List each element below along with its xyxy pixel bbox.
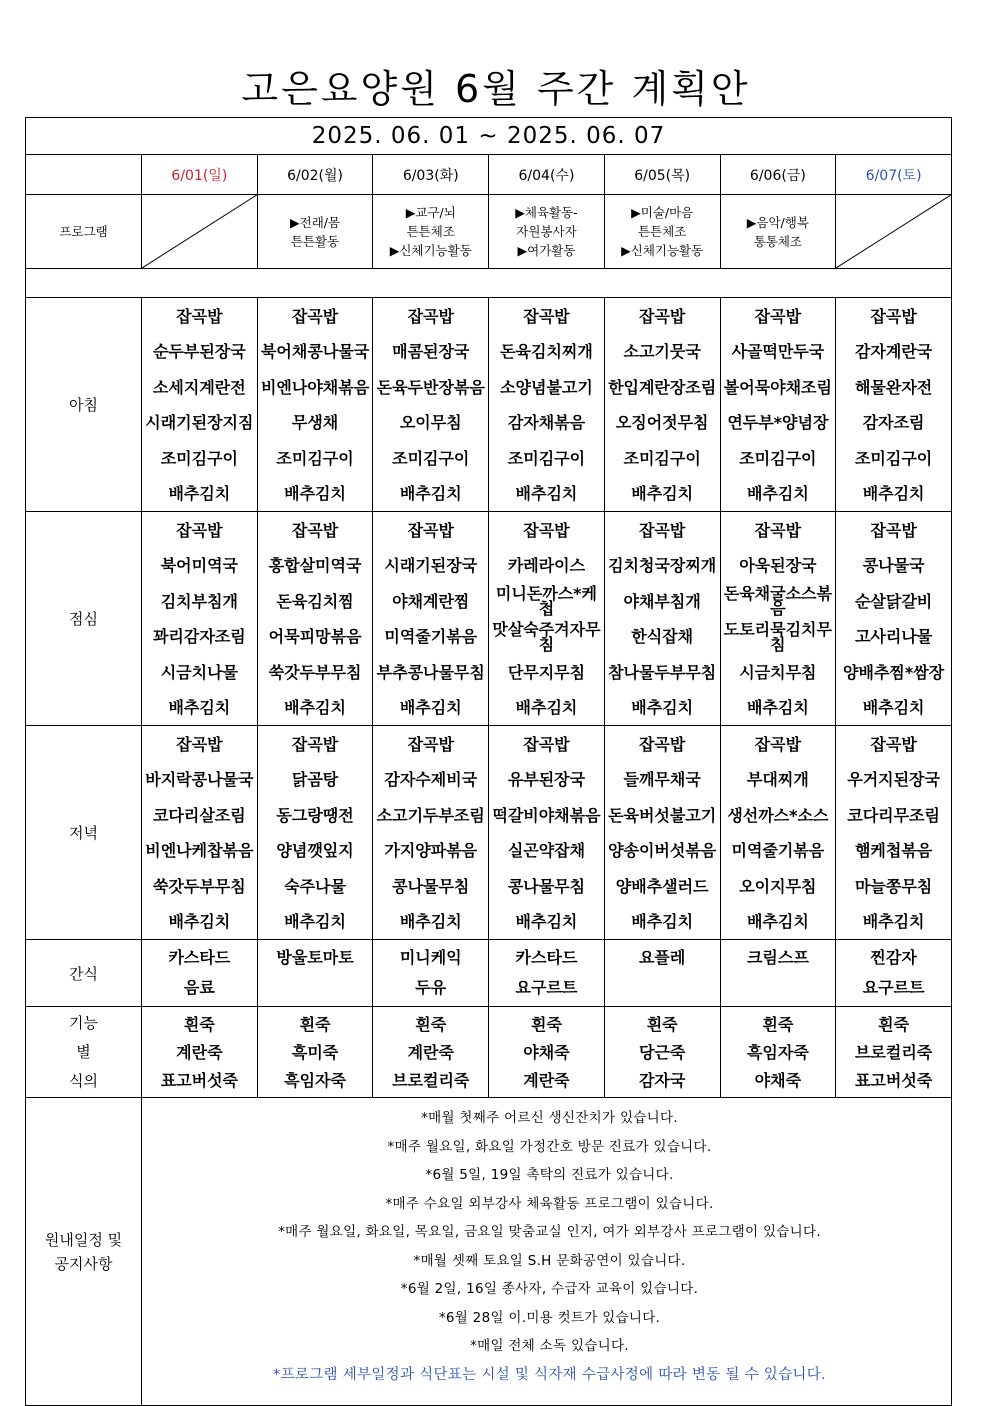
label-line: 공지사항 xyxy=(54,1254,113,1273)
functional-diet-cell-thu xyxy=(604,1007,720,1098)
menu-item: 흑미죽 xyxy=(291,1042,339,1062)
spacer-cell xyxy=(26,269,952,298)
menu-item: 양배추찜*쌈장 xyxy=(843,662,945,682)
menu-item: 미역줄기볶음 xyxy=(384,627,478,647)
program-line: 통통체조 xyxy=(753,233,803,249)
date-range: 2025. 06. 01 ~ 2025. 06. 07 xyxy=(26,118,952,155)
menu-item: 배추김치 xyxy=(862,484,925,504)
menu-item: 카레라이스 xyxy=(507,556,586,576)
menu-item: 잡곡밥 xyxy=(523,734,570,754)
notice-row xyxy=(26,1098,952,1406)
menu-item: 마늘쫑무침 xyxy=(854,876,933,896)
snack-row xyxy=(26,940,952,1007)
menu-item: 실곤약잡채 xyxy=(507,841,586,861)
dinner-row xyxy=(26,726,952,940)
menu-list xyxy=(258,298,373,511)
menu-item: 콩나물국 xyxy=(862,556,925,576)
menu-list xyxy=(836,512,951,725)
lunch-cell-sun xyxy=(142,512,258,726)
menu-item: 쑥갓두부무침 xyxy=(152,876,246,896)
program-line: ▶신체기능활동 xyxy=(389,243,472,258)
menu-item: 흰죽 xyxy=(878,1014,910,1034)
menu-item: 유부된장국 xyxy=(507,770,586,790)
notice-item: *매주 수요일 외부강사 체육활동 프로그램이 있습니다. xyxy=(385,1195,714,1212)
menu-item: 감자수제비국 xyxy=(384,770,478,790)
menu-item: 야채죽 xyxy=(754,1070,802,1090)
menu-item: 소고기두부조림 xyxy=(376,805,485,825)
menu-item: 카스타드 xyxy=(515,947,578,967)
menu-item: 방울토마토 xyxy=(276,947,354,967)
menu-item: 야채부침개 xyxy=(623,591,701,611)
menu-item: 잡곡밥 xyxy=(638,520,686,540)
menu-item: 표고버섯죽 xyxy=(160,1070,238,1090)
day-header-tue: 6/03(화) xyxy=(373,155,489,195)
snack-cell-sat xyxy=(836,940,952,1007)
menu-item: 북어미역국 xyxy=(160,556,238,576)
menu-item: 잡곡밥 xyxy=(176,520,223,540)
menu-item: 조미김구이 xyxy=(276,448,354,468)
menu-item: 비엔나야채볶음 xyxy=(260,377,370,397)
menu-item: 미니케익 xyxy=(399,947,462,967)
menu-item: 잡곡밥 xyxy=(176,306,223,326)
notice-label xyxy=(26,1098,142,1406)
menu-item: 배추김치 xyxy=(862,912,925,932)
menu-list xyxy=(721,940,836,1006)
menu-item: 조미김구이 xyxy=(854,448,933,468)
menu-item: 조미김구이 xyxy=(623,448,701,468)
program-cell-wed xyxy=(489,195,605,269)
menu-item: 홍합살미역국 xyxy=(268,556,362,576)
day-header-wed: 6/04(수) xyxy=(489,155,605,195)
menu-item: 순두부된장국 xyxy=(152,342,246,362)
menu-item: 생선까스*소스 xyxy=(727,805,829,825)
menu-item: 크림스프 xyxy=(746,947,809,967)
breakfast-cell-fri xyxy=(720,298,836,512)
menu-item: 부대찌개 xyxy=(746,770,809,790)
program-cell-fri xyxy=(720,195,836,269)
menu-item: 소고기뭇국 xyxy=(623,342,701,362)
menu-item: 돈육버섯불고기 xyxy=(608,805,717,825)
page-title: 고은요양원 6월 주간 계획안 xyxy=(241,67,751,111)
menu-item: 감자채볶음 xyxy=(507,413,586,433)
diagonal-slash xyxy=(142,195,257,268)
menu-list xyxy=(721,1007,836,1097)
program-line: 튼튼체조 xyxy=(638,224,687,239)
menu-item: 음료 xyxy=(183,977,215,997)
menu-item: 순살닭갈비 xyxy=(854,591,933,611)
menu-list xyxy=(721,298,836,511)
menu-item: 표고버섯죽 xyxy=(854,1070,933,1090)
menu-list xyxy=(142,1007,257,1097)
menu-list xyxy=(489,940,604,1006)
day-header-thu: 6/05(목) xyxy=(604,155,720,195)
notice-item: *6월 2일, 16일 종사자, 수급자 교육이 있습니다. xyxy=(400,1281,699,1297)
menu-item: 콩나물무침 xyxy=(392,876,470,896)
menu-item: 한입계란장조림 xyxy=(608,377,717,397)
menu-item: 계란죽 xyxy=(523,1070,570,1090)
menu-item: 소양념불고기 xyxy=(500,377,593,397)
functional-diet-cell-sat xyxy=(836,1007,952,1098)
menu-item: 우거지된장국 xyxy=(847,770,940,790)
menu-item: 잡곡밥 xyxy=(407,734,454,754)
menu-item: 소세지계란전 xyxy=(152,377,246,397)
day-header-sun: 6/01(일) xyxy=(142,155,258,195)
menu-list xyxy=(142,726,257,939)
menu-item: 잡곡밥 xyxy=(870,520,917,540)
breakfast-label: 아침 xyxy=(26,298,142,512)
menu-item: 배추김치 xyxy=(515,484,578,504)
menu-list xyxy=(142,512,257,725)
menu-list xyxy=(605,512,720,725)
menu-item: 당근죽 xyxy=(638,1042,686,1062)
menu-item: 해물완자전 xyxy=(854,377,933,397)
menu-item: 시래기된장지짐 xyxy=(145,413,254,433)
menu-item: 조미김구이 xyxy=(160,448,238,468)
menu-item: 찐감자 xyxy=(870,947,917,967)
menu-item: 한식잡채 xyxy=(631,627,694,647)
menu-item: 배추김치 xyxy=(631,912,694,932)
notice-item: *매월 셋째 토요일 S.H 문화공연이 있습니다. xyxy=(413,1252,686,1269)
menu-item: 두유 xyxy=(415,977,447,997)
menu-item: 잡곡밥 xyxy=(291,734,339,754)
menu-item: 흰죽 xyxy=(299,1014,331,1034)
functional-diet-cell-mon xyxy=(257,1007,373,1098)
functional-diet-cell-sun xyxy=(142,1007,258,1098)
menu-item: 배추김치 xyxy=(862,698,925,718)
menu-item: 참나물두부무침 xyxy=(608,662,717,682)
menu-list xyxy=(373,726,488,939)
menu-item: 야채계란찜 xyxy=(392,591,470,611)
menu-item: 배추김치 xyxy=(284,698,346,718)
program-line: 튼튼활동 xyxy=(290,233,340,249)
menu-item: 잡곡밥 xyxy=(638,734,686,754)
snack-cell-fri xyxy=(720,940,836,1007)
notice-item: *매주 월요일, 화요일 가정간호 방문 진료가 있습니다. xyxy=(387,1138,712,1155)
day-header-row xyxy=(26,155,952,195)
dinner-label: 저녁 xyxy=(26,726,142,940)
program-cell-sun xyxy=(142,195,258,269)
menu-list xyxy=(605,298,720,511)
breakfast-row xyxy=(26,298,952,512)
menu-item: 흰죽 xyxy=(762,1014,794,1034)
menu-item: 잡곡밥 xyxy=(407,306,454,326)
menu-item: 잡곡밥 xyxy=(523,520,570,540)
menu-item: 조미김구이 xyxy=(507,448,586,468)
program-line: ▶체육활동- xyxy=(515,205,578,220)
dinner-cell-wed xyxy=(489,726,605,940)
program-line: 자원봉사자 xyxy=(516,224,577,239)
notice-item: *매월 첫째주 어르신 생신잔치가 있습니다. xyxy=(421,1110,678,1126)
menu-item: 브로컬리죽 xyxy=(854,1042,933,1062)
menu-item: 잡곡밥 xyxy=(176,734,223,754)
program-line: ▶미술/마음 xyxy=(631,205,694,220)
menu-item: 숙주나물 xyxy=(284,876,346,896)
menu-item: 흰죽 xyxy=(531,1014,562,1034)
menu-item: 잡곡밥 xyxy=(291,306,339,326)
menu-item: 계란죽 xyxy=(176,1042,223,1062)
diagonal-slash xyxy=(836,195,951,268)
menu-item: 잡곡밥 xyxy=(870,734,917,754)
menu-list xyxy=(373,1007,488,1097)
menu-list xyxy=(373,940,488,1006)
menu-item: 조미김구이 xyxy=(392,448,470,468)
menu-list xyxy=(836,726,951,939)
functional-diet-cell-fri xyxy=(720,1007,836,1098)
corner-cell xyxy=(26,155,142,195)
menu-item: 배추김치 xyxy=(515,912,578,932)
menu-item: 오이무침 xyxy=(399,413,462,433)
lunch-cell-wed xyxy=(489,512,605,726)
menu-list xyxy=(605,726,720,939)
menu-item: 비엔나케찹볶음 xyxy=(145,841,254,861)
menu-item: 양배추샐러드 xyxy=(615,876,709,896)
menu-list xyxy=(489,298,604,511)
menu-list xyxy=(142,940,257,1006)
menu-item: 시금치무침 xyxy=(739,662,817,682)
lunch-label: 점심 xyxy=(26,512,142,726)
menu-item: 배추김치 xyxy=(399,912,462,932)
menu-item: 배추김치 xyxy=(515,698,578,718)
lunch-cell-thu xyxy=(604,512,720,726)
menu-item: 부추콩나물무침 xyxy=(376,662,485,682)
snack-cell-sun xyxy=(142,940,258,1007)
menu-item: 배추김치 xyxy=(284,912,346,932)
menu-list xyxy=(489,1007,604,1097)
label-line: 식의 xyxy=(69,1071,98,1090)
program-cell-thu xyxy=(604,195,720,269)
menu-list xyxy=(258,1007,373,1097)
functional-diet-cell-tue xyxy=(373,1007,489,1098)
menu-item: 돈육김치찜 xyxy=(276,591,354,611)
menu-item: 계란죽 xyxy=(407,1042,454,1062)
menu-item: 가지양파볶음 xyxy=(384,841,478,861)
breakfast-cell-tue xyxy=(373,298,489,512)
menu-item: 잡곡밥 xyxy=(523,306,570,326)
notice-item: *6월 5일, 19일 촉탁의 진료가 있습니다. xyxy=(425,1167,674,1183)
lunch-cell-mon xyxy=(257,512,373,726)
notice-item: *매일 전체 소독 있습니다. xyxy=(470,1338,629,1354)
menu-item: 떡갈비야채볶음 xyxy=(492,805,601,825)
day-header-fri: 6/06(금) xyxy=(720,155,836,195)
dinner-cell-sun xyxy=(142,726,258,940)
program-row xyxy=(26,195,952,269)
menu-item: 배추김치 xyxy=(746,698,809,718)
menu-item: 양념깻잎지 xyxy=(276,841,354,861)
menu-item: 동그랑땡전 xyxy=(276,805,354,825)
program-line: 튼튼체조 xyxy=(406,224,455,239)
snack-cell-mon xyxy=(257,940,373,1007)
menu-list xyxy=(258,940,373,1006)
program-label: 프로그램 xyxy=(26,195,142,269)
menu-item: 아욱된장국 xyxy=(739,556,817,576)
day-header-mon: 6/02(월) xyxy=(257,155,373,195)
menu-item: 고사리나물 xyxy=(854,627,933,647)
lunch-cell-fri xyxy=(720,512,836,726)
menu-item: 배추김치 xyxy=(399,698,462,718)
dinner-cell-fri xyxy=(720,726,836,940)
menu-item: 시금치나물 xyxy=(160,662,238,682)
functional-diet-cell-wed xyxy=(489,1007,605,1098)
menu-item: 북어채콩나물국 xyxy=(260,342,370,362)
menu-item: 오이지무침 xyxy=(739,876,817,896)
menu-item: 맛살숙주겨자무침 xyxy=(492,619,601,654)
menu-item: 쑥갓두부무침 xyxy=(268,662,362,682)
menu-item: 들깨무채국 xyxy=(623,770,701,790)
menu-item: 잡곡밥 xyxy=(754,734,802,754)
program-cell-sat xyxy=(836,195,952,269)
snack-label: 간식 xyxy=(26,940,142,1007)
breakfast-cell-wed xyxy=(489,298,605,512)
menu-item: 흰죽 xyxy=(646,1014,678,1034)
label-line: 기능 xyxy=(69,1013,98,1032)
menu-list xyxy=(142,298,257,511)
program-line: ▶여가활동 xyxy=(517,243,576,258)
menu-item: 닭곰탕 xyxy=(291,770,339,790)
dinner-cell-sat xyxy=(836,726,952,940)
snack-cell-thu xyxy=(604,940,720,1007)
menu-item: 요플레 xyxy=(638,947,686,967)
menu-item: 흰죽 xyxy=(415,1014,447,1034)
snack-cell-wed xyxy=(489,940,605,1007)
menu-item: 돈육두반장볶음 xyxy=(376,377,485,397)
breakfast-cell-mon xyxy=(257,298,373,512)
menu-list xyxy=(489,726,604,939)
menu-list xyxy=(373,298,488,511)
menu-item: 꽈리감자조림 xyxy=(152,627,246,647)
menu-item: 바지락콩나물국 xyxy=(145,770,254,790)
menu-item: 미역줄기볶음 xyxy=(731,841,825,861)
menu-list xyxy=(721,726,836,939)
functional-diet-row xyxy=(26,1007,952,1098)
lunch-cell-sat xyxy=(836,512,952,726)
menu-item: 돈육채굴소스볶음 xyxy=(723,584,832,619)
day-header-sat: 6/07(토) xyxy=(836,155,952,195)
menu-item: 감자국 xyxy=(638,1070,686,1090)
menu-item: 감자조림 xyxy=(862,413,925,433)
lunch-row xyxy=(26,512,952,726)
menu-item: 잡곡밥 xyxy=(754,520,802,540)
menu-item: 돈육김치찌개 xyxy=(500,342,593,362)
menu-item: 조미김구이 xyxy=(739,448,817,468)
program-line: ▶음악/행복 xyxy=(746,214,809,230)
notice-list xyxy=(142,1098,952,1406)
menu-item: 단무지무침 xyxy=(507,662,586,682)
program-cell-tue xyxy=(373,195,489,269)
menu-item: 흑임자죽 xyxy=(284,1070,346,1090)
menu-item: 흑임자죽 xyxy=(746,1042,809,1062)
menu-item: 코다리무조림 xyxy=(847,805,940,825)
notice-item: *매주 월요일, 화요일, 목요일, 금요일 맞춤교실 인지, 여가 외부강사 프로그램이 있습니다. xyxy=(278,1224,821,1240)
menu-item: 어묵피망볶음 xyxy=(268,627,362,647)
menu-item: 배추김치 xyxy=(631,698,694,718)
snack-cell-tue xyxy=(373,940,489,1007)
menu-item: 감자계란국 xyxy=(854,342,933,362)
label-line: 별 xyxy=(76,1042,91,1061)
menu-list xyxy=(721,512,836,725)
menu-item: 잡곡밥 xyxy=(638,306,686,326)
menu-item: 배추김치 xyxy=(168,484,231,504)
menu-item: 김치청국장찌개 xyxy=(608,556,717,576)
menu-item: 무생채 xyxy=(291,413,339,433)
program-cell-mon xyxy=(257,195,373,269)
menu-item: 시래기된장국 xyxy=(384,556,478,576)
menu-item: 오징어젓무침 xyxy=(615,413,709,433)
menu-item: 배추김치 xyxy=(284,484,346,504)
menu-list xyxy=(489,512,604,725)
menu-item: 햄케첩볶음 xyxy=(854,841,933,861)
notice-item: *6월 28일 이.미용 컷트가 있습니다. xyxy=(438,1309,661,1326)
menu-item: 배추김치 xyxy=(168,698,231,718)
menu-item: 미니돈까스*케첩 xyxy=(495,584,598,619)
dinner-cell-mon xyxy=(257,726,373,940)
menu-item: 사골떡만두국 xyxy=(731,342,825,362)
spacer-row xyxy=(26,269,952,298)
dinner-cell-tue xyxy=(373,726,489,940)
menu-item: 배추김치 xyxy=(631,484,694,504)
menu-list xyxy=(258,512,373,725)
menu-item: 야채죽 xyxy=(523,1042,570,1062)
menu-item: 배추김치 xyxy=(746,484,809,504)
menu-item: 김치부침개 xyxy=(160,591,238,611)
weekly-plan-table xyxy=(25,117,952,1406)
menu-item: 양송이버섯볶음 xyxy=(608,841,717,861)
menu-list xyxy=(258,726,373,939)
menu-list xyxy=(836,1007,951,1097)
breakfast-cell-sun xyxy=(142,298,258,512)
menu-list xyxy=(836,940,951,1006)
menu-item: 요구르트 xyxy=(862,977,925,997)
menu-item: 콩나물무침 xyxy=(507,876,586,896)
menu-item: 볼어묵야채조림 xyxy=(723,377,832,397)
menu-item: 연두부*양념장 xyxy=(727,413,829,433)
menu-list xyxy=(605,1007,720,1097)
menu-item: 배추김치 xyxy=(168,912,231,932)
menu-item: 흰죽 xyxy=(183,1014,215,1034)
dinner-cell-thu xyxy=(604,726,720,940)
menu-item: 배추김치 xyxy=(746,912,809,932)
notice-highlight: *프로그램 세부일정과 식단표는 시설 및 식자재 수급사정에 따라 변동 될 수 있습니다. xyxy=(273,1366,826,1383)
menu-item: 잡곡밥 xyxy=(870,306,917,326)
menu-item: 매콤된장국 xyxy=(392,342,470,362)
menu-list xyxy=(836,298,951,511)
menu-item: 코다리살조림 xyxy=(152,805,246,825)
breakfast-cell-sat xyxy=(836,298,952,512)
menu-item: 잡곡밥 xyxy=(754,306,802,326)
label-line: 원내일정 및 xyxy=(44,1230,123,1249)
program-line: ▶전래/몸 xyxy=(290,214,341,230)
lunch-cell-tue xyxy=(373,512,489,726)
menu-item: 배추김치 xyxy=(399,484,462,504)
menu-item: 요구르트 xyxy=(515,977,578,997)
breakfast-cell-thu xyxy=(604,298,720,512)
menu-item: 잡곡밥 xyxy=(407,520,454,540)
menu-item: 카스타드 xyxy=(168,947,231,967)
program-line: ▶신체기능활동 xyxy=(621,243,704,258)
menu-list xyxy=(605,940,720,1006)
menu-item: 잡곡밥 xyxy=(291,520,339,540)
menu-item: 브로컬리죽 xyxy=(392,1070,470,1090)
functional-diet-label xyxy=(26,1007,142,1098)
program-line: ▶교구/뇌 xyxy=(405,205,456,220)
menu-list xyxy=(373,512,488,725)
menu-item: 도토리묵김치무침 xyxy=(723,619,832,654)
